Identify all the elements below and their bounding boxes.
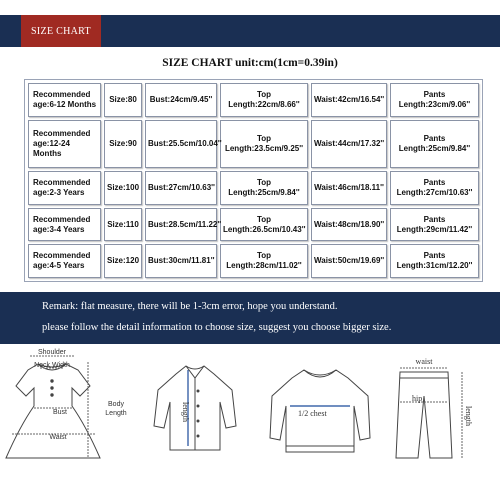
table-cell: Top Length:28cm/11.02'' [220,244,308,278]
chart-title: SIZE CHART unit:cm(1cm=0.39in) [162,57,338,69]
pants-waist-label: waist [415,357,433,366]
sweater-chest-label: 1/2 chest [298,409,327,418]
remark-band [0,292,500,344]
table-cell: Waist:48cm/18.90'' [311,208,387,242]
table-cell: Recommended age:12-24 Months [28,120,101,169]
table-cell: Recommended age:4-5 Years [28,244,101,278]
table-cell: Bust:24cm/9.45'' [145,83,217,117]
table-cell: Size:80 [104,83,142,117]
table-cell: Size:120 [104,244,142,278]
table-row [28,244,479,278]
dress-diagram [6,356,100,458]
table-cell: Pants Length:23cm/9.06'' [390,83,479,117]
table-cell: Size:110 [104,208,142,242]
table-cell: Size:90 [104,120,142,169]
table-cell: Waist:44cm/17.32'' [311,120,387,169]
remark-line-2: please follow the detail information to choose size, suggest you choose bigger size. [42,322,392,333]
dress-body-label: Body [108,401,124,408]
size-chart-tag: SIZE CHART [21,15,101,47]
shirt-length-label: length [181,402,190,422]
table-cell: Size:100 [104,171,142,205]
table-cell: Recommended age:6-12 Months [28,83,101,117]
table-cell: Top Length:25cm/9.84'' [220,171,308,205]
dress-bust-label: Bust [52,409,68,416]
table-cell: Pants Length:31cm/12.20'' [390,244,479,278]
remark-line-1: Remark: flat measure, there will be 1-3cm error, hope you understand. [42,301,338,312]
table-row [28,208,479,242]
pants-diagram [396,368,462,458]
table-row [28,83,479,117]
table-cell: Pants Length:27cm/10.63'' [390,171,479,205]
table-cell: Waist:46cm/18.11'' [311,171,387,205]
measurement-diagrams [0,346,500,480]
table-cell: Bust:28.5cm/11.22'' [145,208,217,242]
table-cell: Bust:27cm/10.63'' [145,171,217,205]
pants-hip-label: hip [412,394,423,403]
shirt-diagram [154,366,236,450]
dress-neck-label: Neck Width [34,362,70,369]
table-cell: Waist:42cm/16.54'' [311,83,387,117]
table-cell: Bust:30cm/11.81'' [145,244,217,278]
table-cell: Top Length:26.5cm/10.43'' [220,208,308,242]
dress-waist-label: Waist [49,434,67,441]
table-cell: Top Length:23.5cm/9.25'' [220,120,308,169]
table-cell: Bust:25.5cm/10.04'' [145,120,217,169]
size-table [24,79,483,282]
dress-shoulder-label: Shoulder [37,349,67,356]
table-cell: Recommended age:3-4 Years [28,208,101,242]
table-cell: Top Length:22cm/8.66'' [220,83,308,117]
header-banner [0,0,500,48]
diagram-art [0,346,500,480]
table-cell: Pants Length:29cm/11.42'' [390,208,479,242]
table-cell: Recommended age:2-3 Years [28,171,101,205]
pants-length-label: length [464,406,473,426]
dress-length-label: Length [105,410,127,417]
table-cell: Waist:50cm/19.69'' [311,244,387,278]
table-cell: Pants Length:25cm/9.84'' [390,120,479,169]
table-row [28,171,479,205]
table-row [28,120,479,169]
